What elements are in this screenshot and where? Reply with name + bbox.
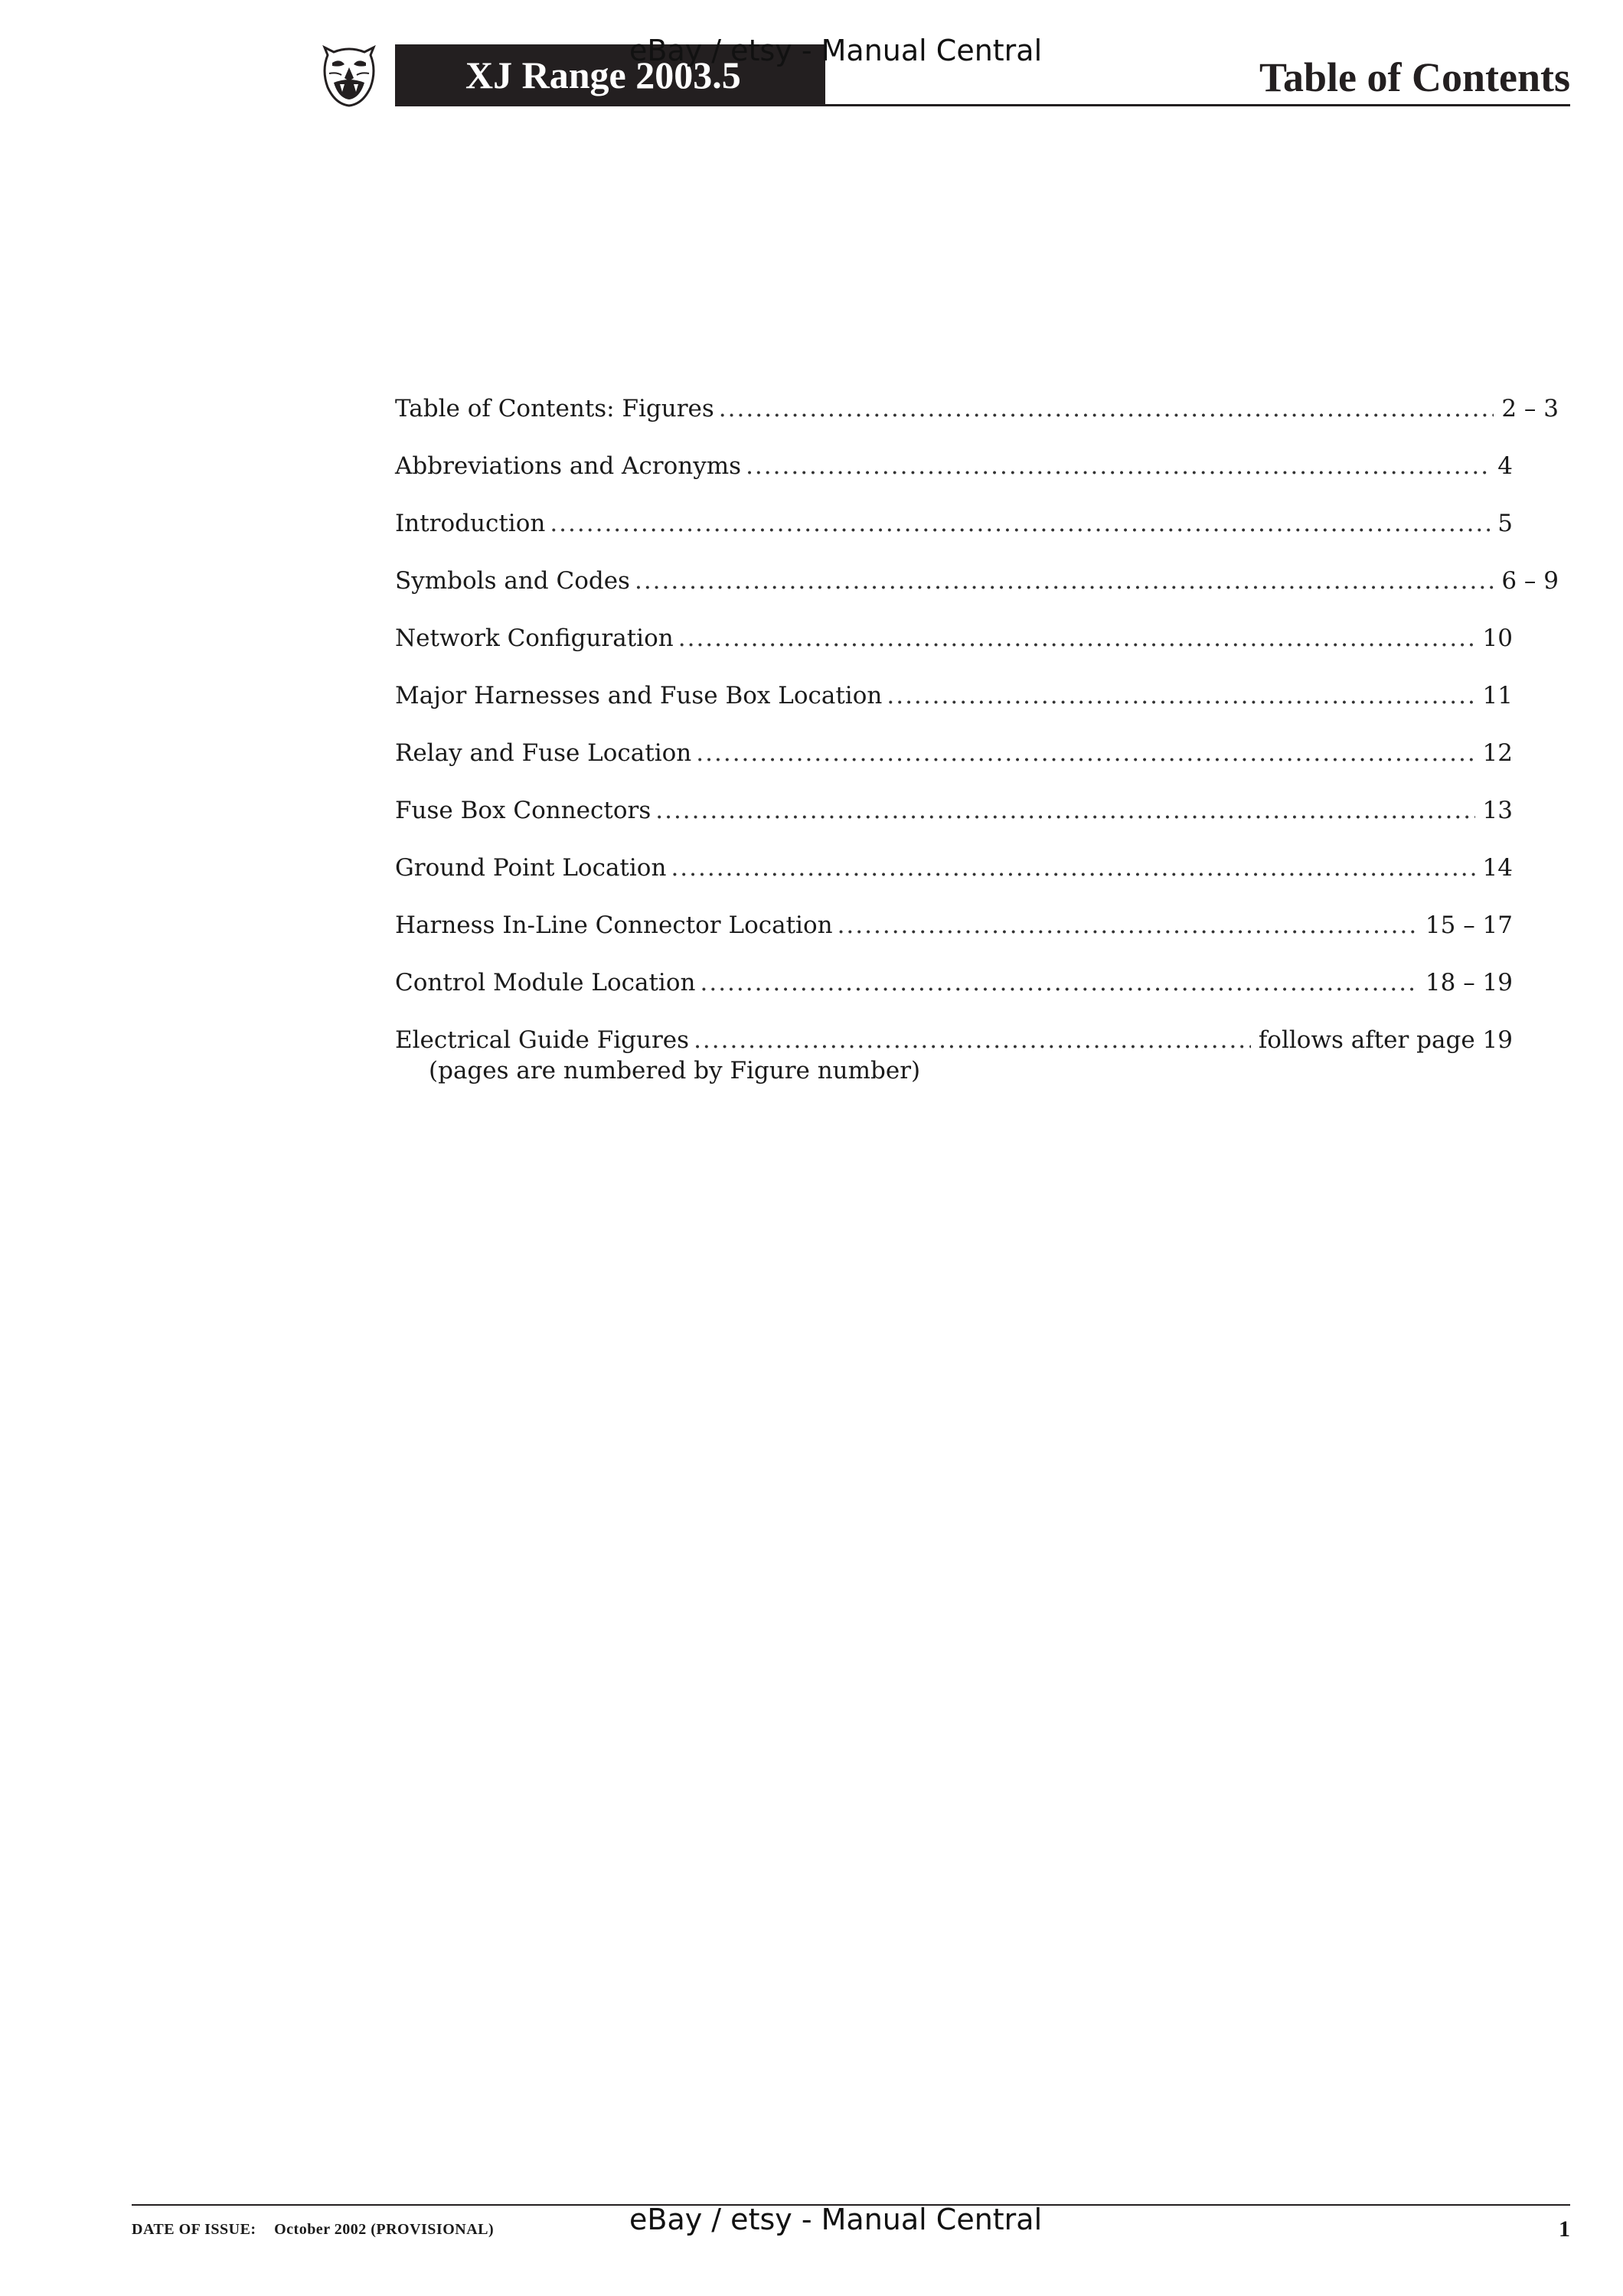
- toc-entry[interactable]: [395, 851, 1513, 908]
- document-title: XJ Range 2003.5: [395, 44, 825, 106]
- toc-entry[interactable]: [395, 679, 1513, 736]
- toc-dot-leader: [838, 908, 1418, 942]
- toc-entry[interactable]: [395, 392, 1559, 449]
- toc-dot-leader: [655, 794, 1474, 827]
- toc-dot-leader: [887, 679, 1474, 713]
- toc-entry[interactable]: [395, 564, 1559, 621]
- toc-entry[interactable]: [395, 908, 1513, 966]
- toc-dot-leader: [671, 851, 1474, 885]
- toc-entry-page: 12: [1482, 739, 1513, 767]
- toc-entry[interactable]: [395, 736, 1513, 794]
- toc-entry-title: Table of Contents: Figures: [395, 395, 714, 422]
- toc-entry-title: Symbols and Codes: [395, 567, 630, 595]
- toc-entry[interactable]: [395, 621, 1513, 679]
- toc-entry-title: Harness In-Line Connector Location: [395, 912, 833, 939]
- watermark-bottom: eBay / etsy - Manual Central: [629, 2203, 1043, 2236]
- toc-dot-leader: [719, 392, 1494, 426]
- table-of-contents: [395, 392, 1559, 1084]
- toc-entry-page: 13: [1482, 797, 1513, 824]
- toc-entry-title: Ground Point Location: [395, 854, 667, 882]
- toc-entry-title: Fuse Box Connectors: [395, 797, 651, 824]
- toc-entry[interactable]: [395, 1023, 1513, 1084]
- header-rule: [395, 104, 1570, 106]
- date-of-issue-value: October 2002 (PROVISIONAL): [274, 2221, 495, 2238]
- toc-entry-page: 2 – 3: [1501, 395, 1559, 422]
- toc-entry[interactable]: [395, 449, 1513, 507]
- toc-entry-title: Major Harnesses and Fuse Box Location: [395, 682, 883, 709]
- toc-entry-title: Introduction: [395, 510, 546, 537]
- toc-entry-page: follows after page 19: [1258, 1026, 1513, 1054]
- toc-entry-page: 11: [1482, 682, 1513, 709]
- toc-entry-page: 5: [1497, 510, 1513, 537]
- toc-entry-note: (pages are numbered by Figure number): [429, 1057, 921, 1084]
- toc-dot-leader: [694, 1023, 1251, 1057]
- toc-entry-title: Abbreviations and Acronyms: [395, 452, 742, 480]
- toc-entry-page: 6 – 9: [1501, 567, 1559, 595]
- toc-dot-leader: [550, 507, 1490, 540]
- toc-entry-title: Network Configuration: [395, 625, 674, 652]
- toc-entry-page: 4: [1497, 452, 1513, 480]
- toc-entry[interactable]: [395, 966, 1513, 1023]
- toc-entry-title: Control Module Location: [395, 969, 696, 996]
- watermark-top: eBay / etsy - Manual Central: [629, 34, 1043, 67]
- toc-dot-leader: [696, 736, 1474, 770]
- toc-dot-leader: [635, 564, 1494, 598]
- toc-entry-title: Relay and Fuse Location: [395, 739, 692, 767]
- toc-dot-leader: [746, 449, 1490, 483]
- date-of-issue: [132, 2221, 494, 2239]
- jaguar-growler-icon: [322, 44, 377, 107]
- section-title: Table of Contents: [1259, 54, 1570, 100]
- date-of-issue-label: DATE OF ISSUE:: [132, 2221, 256, 2238]
- toc-dot-leader: [700, 966, 1417, 1000]
- toc-dot-leader: [678, 621, 1475, 655]
- toc-entry-page: 15 – 17: [1425, 912, 1513, 939]
- toc-entry-page: 10: [1482, 625, 1513, 652]
- toc-entry-page: 14: [1482, 854, 1513, 882]
- toc-entry[interactable]: [395, 794, 1513, 851]
- toc-entry-page: 18 – 19: [1425, 969, 1513, 996]
- toc-entry-title: Electrical Guide Figures: [395, 1026, 690, 1054]
- page-number: 1: [1559, 2216, 1570, 2242]
- toc-entry[interactable]: [395, 507, 1513, 564]
